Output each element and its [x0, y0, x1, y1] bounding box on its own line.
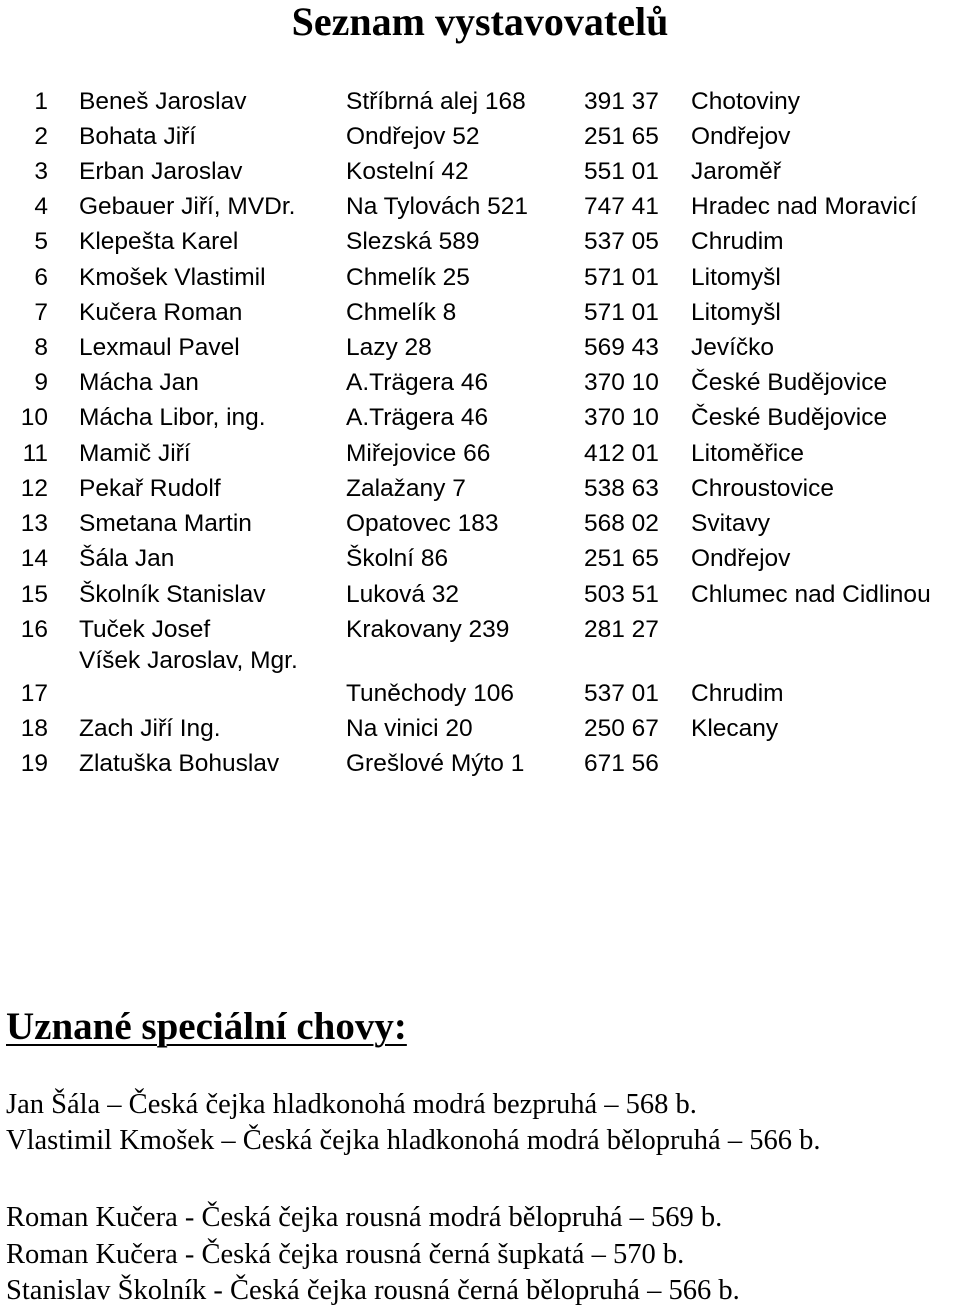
- table-row: [0, 541, 960, 576]
- table-row: [0, 436, 960, 471]
- table-row: [0, 506, 960, 541]
- exhibitor-street: A.Trägera 46: [346, 369, 489, 396]
- row-number: 18: [20, 715, 48, 742]
- exhibitor-street: Školní 86: [346, 545, 449, 572]
- row-number: 11: [22, 440, 48, 467]
- row-number: 2: [34, 123, 48, 150]
- exhibitor-city: Litomyšl: [691, 264, 781, 291]
- exhibitor-city: Ondřejov: [691, 123, 791, 150]
- exhibitor-zip: 551 01: [584, 158, 659, 185]
- exhibitor-zip: 538 63: [584, 475, 659, 502]
- row-number: 10: [20, 404, 48, 431]
- table-row: [0, 295, 960, 330]
- special-breed-line: Roman Kučera - Česká čejka rousná modrá bělopruhá – 569 b.: [6, 1202, 723, 1233]
- exhibitor-zip: 281 27: [584, 616, 659, 643]
- exhibitor-name: Víšek Jaroslav, Mgr.: [79, 647, 298, 674]
- exhibitor-zip: 370 10: [584, 369, 659, 396]
- exhibitor-zip: 503 51: [584, 581, 659, 608]
- row-number: 17: [20, 680, 48, 707]
- table-row: [0, 577, 960, 612]
- exhibitor-zip: 537 05: [584, 228, 659, 255]
- exhibitor-name: Kučera Roman: [79, 299, 243, 326]
- table-row: [0, 189, 960, 224]
- exhibitor-street: Miřejovice 66: [346, 440, 491, 467]
- special-breed-line: Jan Šála – Česká čejka hladkonohá modrá bezpruhá – 568 b.: [6, 1089, 697, 1120]
- table-row: [0, 645, 960, 711]
- table-row: [0, 365, 960, 400]
- exhibitor-zip: 370 10: [584, 404, 659, 431]
- exhibitor-street: A.Trägera 46: [346, 404, 489, 431]
- exhibitor-name: Beneš Jaroslav: [79, 88, 247, 115]
- exhibitor-name: Erban Jaroslav: [79, 158, 243, 185]
- row-number: 5: [34, 228, 48, 255]
- exhibitor-city: Jevíčko: [691, 334, 775, 361]
- exhibitor-city: Klecany: [691, 715, 779, 742]
- exhibitor-zip: 251 65: [584, 123, 659, 150]
- table-row: [0, 612, 960, 647]
- exhibitor-zip: 537 01: [584, 680, 659, 707]
- exhibitor-name: Mamič Jiří: [79, 440, 191, 467]
- table-row: [0, 746, 960, 781]
- exhibitor-city: Svitavy: [691, 510, 770, 537]
- exhibitor-street: Ondřejov 52: [346, 123, 480, 150]
- table-row: [0, 154, 960, 189]
- exhibitor-name: Gebauer Jiří, MVDr.: [79, 193, 296, 220]
- row-number: 19: [20, 750, 48, 777]
- special-breeds-heading: Uznané speciální chovy:: [6, 1005, 407, 1048]
- exhibitor-street: Luková 32: [346, 581, 460, 608]
- exhibitor-street: Krakovany 239: [346, 616, 510, 643]
- exhibitor-street: Lazy 28: [346, 334, 432, 361]
- exhibitor-name: Smetana Martin: [79, 510, 252, 537]
- page-title: Seznam vystavovatelů: [291, 0, 669, 44]
- special-breed-line: Roman Kučera - Česká čejka rousná černá šupkatá – 570 b.: [6, 1239, 685, 1270]
- exhibitor-name: Pekař Rudolf: [79, 475, 221, 502]
- row-number: 3: [34, 158, 48, 185]
- table-row: [0, 224, 960, 259]
- exhibitor-street: Na Tylovách 521: [346, 193, 529, 220]
- row-number: 13: [20, 510, 48, 537]
- special-breed-line: Vlastimil Kmošek – Česká čejka hladkonohá modrá bělopruhá – 566 b.: [6, 1125, 821, 1156]
- exhibitor-zip: 747 41: [584, 193, 659, 220]
- exhibitor-zip: 569 43: [584, 334, 659, 361]
- row-number: 14: [20, 545, 48, 572]
- row-number: 16: [20, 616, 48, 643]
- exhibitor-street: Zalažany 7: [346, 475, 466, 502]
- row-number: 15: [20, 581, 48, 608]
- exhibitor-name: Mácha Jan: [79, 369, 199, 396]
- exhibitor-name: Bohata Jiří: [79, 123, 197, 150]
- special-breed-line: Stanislav Školník - Česká čejka rousná černá bělopruhá – 566 b.: [6, 1275, 740, 1306]
- exhibitor-street: Opatovec 183: [346, 510, 499, 537]
- exhibitor-city: České Budějovice: [691, 369, 888, 396]
- exhibitor-street: Grešlové Mýto 1: [346, 750, 525, 777]
- exhibitor-zip: 412 01: [584, 440, 659, 467]
- exhibitor-name: Školník Stanislav: [79, 581, 266, 608]
- table-row: [0, 260, 960, 295]
- exhibitor-zip: 571 01: [584, 264, 659, 291]
- row-number: 8: [34, 334, 48, 361]
- exhibitor-city: České Budějovice: [691, 404, 888, 431]
- exhibitor-name: Klepešta Karel: [79, 228, 239, 255]
- exhibitor-zip: 568 02: [584, 510, 659, 537]
- exhibitor-city: Chrudim: [691, 228, 784, 255]
- exhibitor-street: Chmelík 25: [346, 264, 470, 291]
- exhibitor-street: Na vinici 20: [346, 715, 473, 742]
- exhibitor-name: Mácha Libor, ing.: [79, 404, 266, 431]
- exhibitor-street: Tuněchody 106: [346, 680, 514, 707]
- table-row: [0, 119, 960, 154]
- exhibitor-zip: 391 37: [584, 88, 659, 115]
- table-row: [0, 330, 960, 365]
- row-number: 6: [34, 264, 48, 291]
- exhibitor-street: Slezská 589: [346, 228, 480, 255]
- exhibitor-name: Lexmaul Pavel: [79, 334, 240, 361]
- exhibitor-name: Kmošek Vlastimil: [79, 264, 266, 291]
- exhibitor-zip: 251 65: [584, 545, 659, 572]
- exhibitor-city: Chroustovice: [691, 475, 834, 502]
- exhibitor-street: Stříbrná alej 168: [346, 88, 526, 115]
- row-number: 4: [34, 193, 48, 220]
- exhibitor-city: Jaroměř: [691, 158, 781, 185]
- table-row: [0, 711, 960, 746]
- exhibitor-zip: 250 67: [584, 715, 659, 742]
- exhibitor-zip: 571 01: [584, 299, 659, 326]
- table-row: [0, 84, 960, 119]
- exhibitor-city: Hradec nad Moravicí: [691, 193, 918, 220]
- table-row: [0, 400, 960, 435]
- exhibitor-name: Zlatuška Bohuslav: [79, 750, 280, 777]
- row-number: 1: [34, 88, 48, 115]
- exhibitor-city: Litomyšl: [691, 299, 781, 326]
- exhibitor-city: Litoměřice: [691, 440, 805, 467]
- exhibitor-name: Zach Jiří Ing.: [79, 715, 221, 742]
- row-number: 12: [20, 475, 48, 502]
- exhibitor-zip: 671 56: [584, 750, 659, 777]
- exhibitor-city: Chotoviny: [691, 88, 800, 115]
- exhibitor-name: Šála Jan: [79, 545, 175, 572]
- exhibitor-name: Tuček Josef: [79, 616, 211, 643]
- exhibitor-street: Chmelík 8: [346, 299, 457, 326]
- row-number: 9: [34, 369, 48, 396]
- table-row: [0, 471, 960, 506]
- exhibitor-city: Ondřejov: [691, 545, 791, 572]
- exhibitor-city: Chlumec nad Cidlinou: [691, 581, 931, 608]
- exhibitor-city: Chrudim: [691, 680, 784, 707]
- exhibitor-street: Kostelní 42: [346, 158, 469, 185]
- row-number: 7: [34, 299, 48, 326]
